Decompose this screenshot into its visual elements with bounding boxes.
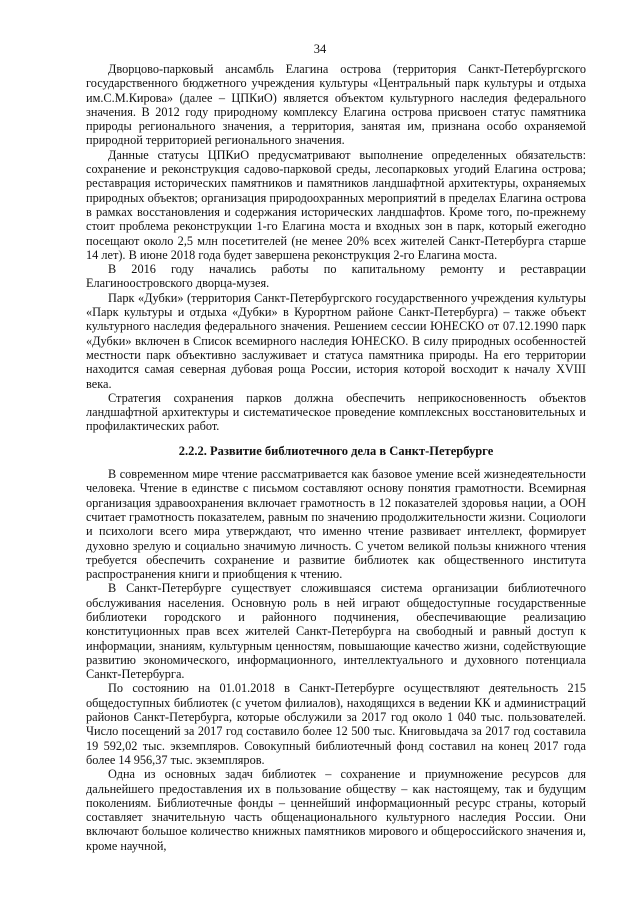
section-heading: 2.2.2. Развитие библиотечного дела в Санкт-Петербурге bbox=[178, 443, 494, 458]
paragraph-parks-strategy: Стратегия сохранения парков должна обеспечить неприкосновенность объектов ландшафтной архитектуры и систематическое проведение комплексных восстановительных и профилактических работ. bbox=[86, 390, 586, 434]
paragraph-library-system: В Санкт-Петербурге существует сложившаяся система организации библиотечного обслуживания населения. Основную роль в ней играют общедоступные государственные библиотеки городского и районного подчинения, обеспечивающие реализацию конституционных прав всех жителей Санкт-Петербурга на свободный и равный доступ к информации, знаниям, культурным ценностям, повышающие качество жизни, содействующие развитию экономического, информационного, интеллектуального и духовного потенциала Санкт-Петербурга. bbox=[86, 581, 586, 682]
paragraph-dubki-park: Парк «Дубки» (территория Санкт-Петербургского государственного учреждения культуры «Парк культуры и отдыха «Дубки» в Курортном районе Санкт-Петербурга) – также объект культурного наследия федерального значения. Решением сессии ЮНЕСКО от 07.12.1990 парк «Дубки» включен в Список всемирного наследия ЮНЕСКО. В силу природных особенностей местности парк объективно заслуживает и статуса памятника природы. На его территории находится самая северная дубовая роща России, история которой восходит к началу XVIII века. bbox=[86, 290, 586, 391]
paragraph-library-tasks: Одна из основных задач библиотек – сохранение и приумножение ресурсов для дальнейшего предоставления их в пользование обществу – как настоящему, так и будущим поколениям. Библиотечные фонды – ценнейший информационный ресурс страны, который составляет значительную часть общенационального культурного наследия России. Они включают большое количество книжных памятников мирового и общероссийского значения и, кроме научной, bbox=[86, 767, 586, 853]
paragraph-cpkio-statuses: Данные статусы ЦПКиО предусматривают выполнение определенных обязательств: сохранение и реконструкция садово-парковой среды, лесопарковых угодий Елагина острова; реставрация исторических памятников и памятников ландшафтной архитектуры, охраняемых природных объектов; организация природоохранных мероприятий в пределах Елагина острова в рамках восстановления и содержания исторических ландшафтов. Кроме того, по-прежнему стоит проблема реконструкции 1-го Елагина моста и входных зон в парк, который ежегодно посещают около 2,5 млн посетителей (не менее 20% всех жителей Санкт-Петербурга старше 14 лет). В июне 2018 года будет завершена реконструкция 2-го Елагина моста. bbox=[86, 147, 586, 262]
paragraph-reading-importance: В современном мире чтение рассматривается как базовое умение всей жизнедеятельности человека. Чтение в единстве с письмом составляют основу понятия грамотности. Всемирная организация здравоохранения включает грамотность в 12 показателей здоровья нации, а ООН считает грамотность показателем, равным по значению продолжительности жизни. Социологи и психологи всего мира утверждают, что именно чтение развивает интеллект, формирует духовно зрелую и социально значимую личность. С учетом великой пользы книжного чтения требуется обеспечить сохранение и развитие библиотек как общественного института распространения книги и приобщения к чтению. bbox=[86, 467, 586, 582]
page-number: 34 bbox=[313, 42, 327, 56]
paragraph-library-statistics: По состоянию на 01.01.2018 в Санкт-Петербурге осуществляют деятельность 215 общедоступных библиотек (с учетом филиалов), находящихся в ведении КК и администраций районов Санкт-Петербурга, которые обслужили за 2017 год около 1 040 тыс. пользователей. Число посещений за 2017 год составило более 12 500 тыс. Книговыдача за 2017 год составила 19 592,02 тыс. экземпляров. Совокупный библиотечный фонд составил на конец 2017 года более 14 956,37 тыс. экземпляров. bbox=[86, 681, 586, 767]
paragraph-palace-restoration: В 2016 году начались работы по капитальному ремонту и реставрации Елагиноостровского дворца-музея. bbox=[86, 262, 586, 291]
paragraph-elagin-ensemble: Дворцово-парковый ансамбль Елагина острова (территория Санкт-Петербургского государственного бюджетного учреждения культуры «Центральный парк культуры и отдыха им.С.М.Кирова» (далее – ЦПКиО) является объектом культурного наследия федерального значения. В 2012 году природному комплексу Елагина острова присвоен статус памятника природы регионального значения, а территория, занятая им, признана особо охраняемой природной территорией регионального значения. bbox=[86, 62, 586, 148]
page-content bbox=[86, 62, 586, 853]
